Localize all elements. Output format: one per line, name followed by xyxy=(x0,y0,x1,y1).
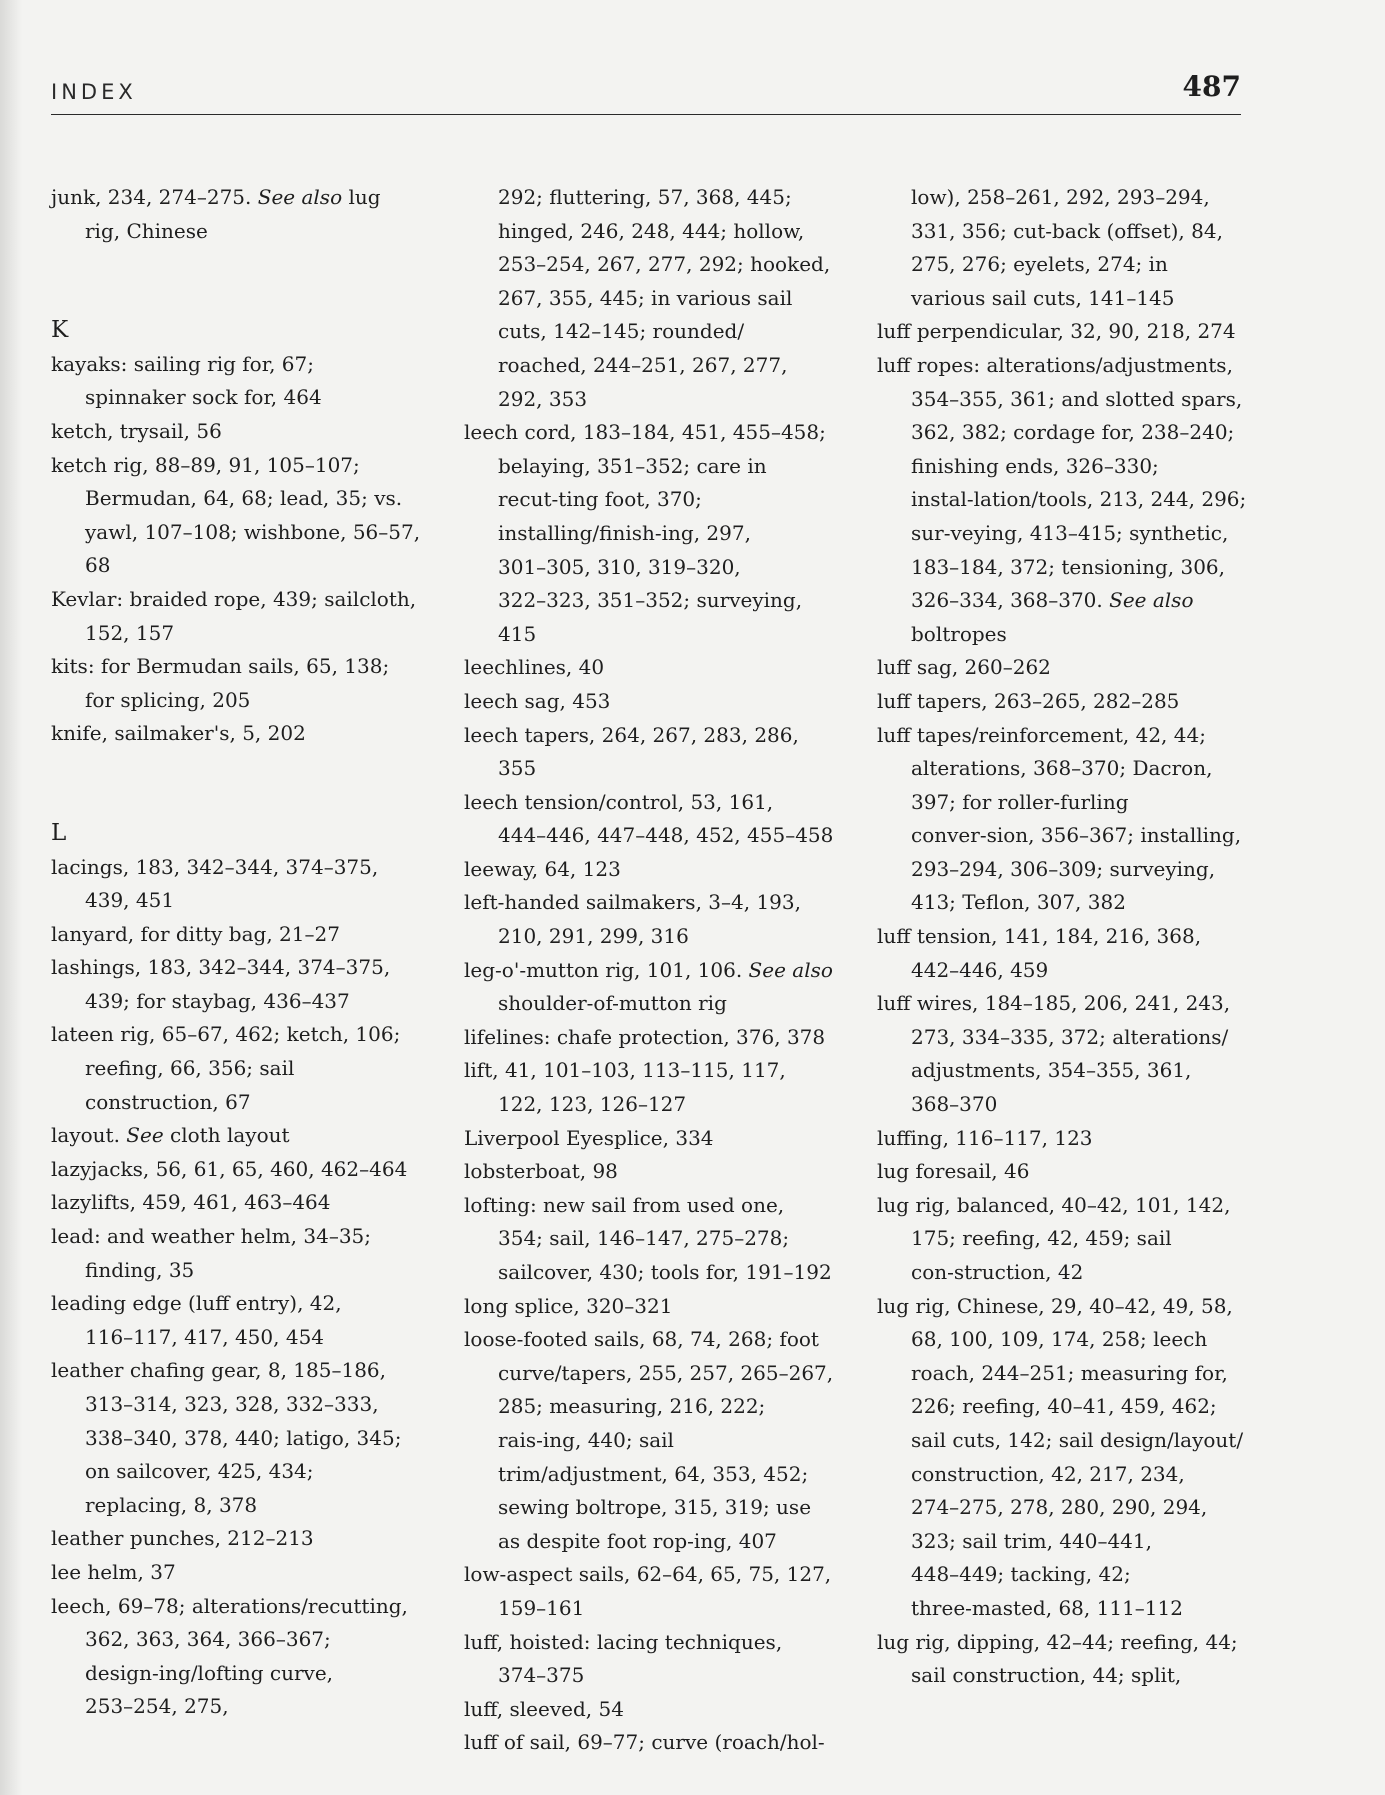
index-entry xyxy=(464,651,834,685)
entry-text: lazylifts, 459, 461, 463–464 xyxy=(51,1190,331,1215)
index-entry xyxy=(877,1122,1247,1156)
index-entry xyxy=(877,651,1247,685)
entry-text: lanyard, for ditty bag, 21–27 xyxy=(51,921,340,946)
index-entry xyxy=(51,1354,421,1522)
index-entry xyxy=(877,1155,1247,1189)
entry-text: luff sag, 260–262 xyxy=(877,655,1051,680)
entry-text: luff ropes: alterations/adjustments, 354–355, 361; and slotted spars, 362, 382; cordage for, 238–240; finishing ends, 326–330; instal-lation/tools, 213, 244, 296; sur-veying, 413–415; synthetic, 183–184, 372; tensioning, 306, 326–334, 368–370. xyxy=(877,352,1247,613)
section-letter: L xyxy=(51,819,67,846)
index-entry xyxy=(51,1186,421,1220)
index-entry xyxy=(464,1155,834,1189)
entry-text: loose-footed sails, 68, 74, 268; foot curve/tapers, 255, 257, 265–267, 285; measuring, 216, 222; rais-ing, 440; sail trim/adjustment, 64, 353, 452; sewing boltrope, 315, 319; use as despite foot rop-ing, 407 xyxy=(464,1327,834,1553)
cross-reference-target: lug rig, Chinese xyxy=(85,185,381,243)
index-entry xyxy=(464,719,834,786)
index-entry xyxy=(464,1290,834,1324)
index-entry xyxy=(877,987,1247,1121)
index-column-1 xyxy=(51,181,421,1724)
entry-text: 292; fluttering, 57, 368, 445; hinged, 246, 248, 444; hollow, 253–254, 267, 277, 292; hooked, 267, 355, 445; in various sail cuts, 142–145; rounded/ roached, 244–251, 267, 277, 292, 353 xyxy=(498,185,831,411)
index-entry xyxy=(51,1119,421,1153)
binding-shadow xyxy=(0,0,22,1795)
cross-reference: See also xyxy=(748,957,833,982)
entry-text: luff perpendicular, 32, 90, 218, 274 xyxy=(877,319,1236,344)
entry-text: lee helm, 37 xyxy=(51,1559,176,1584)
cross-reference-target: boltropes xyxy=(911,621,1007,646)
entry-text: lug rig, balanced, 40–42, 101, 142, 175; reefing, 42, 459; sail con-struction, 42 xyxy=(877,1192,1231,1284)
entry-text: layout. xyxy=(51,1123,127,1148)
entry-text: lift, 41, 101–103, 113–115, 117, 122, 123, 126–127 xyxy=(464,1058,786,1117)
cross-reference: See also xyxy=(1109,588,1194,613)
index-entry xyxy=(464,1693,834,1727)
entry-text: leech cord, 183–184, 451, 455–458; belaying, 351–352; care in recut-ting foot, 370; installing/finish-ing, 297, 301–305, 310, 319–320, 322–323, 351–352; surveying, 415 xyxy=(464,420,826,646)
index-entry xyxy=(464,1122,834,1156)
entry-text: lead: and weather helm, 34–35; finding, 35 xyxy=(51,1224,371,1282)
index-entry xyxy=(51,1522,421,1556)
index-entry xyxy=(51,1018,421,1119)
entry-text: leechlines, 40 xyxy=(464,655,605,680)
entry-text: leeway, 64, 123 xyxy=(464,856,621,881)
entry-text: luff tapers, 263–265, 282–285 xyxy=(877,688,1180,713)
entry-text: Liverpool Eyesplice, 334 xyxy=(464,1125,714,1150)
index-entry xyxy=(464,1558,834,1625)
entry-text: lateen rig, 65–67, 462; ketch, 106; reefing, 66, 356; sail construction, 67 xyxy=(51,1022,401,1114)
cross-reference-target: cloth layout xyxy=(163,1123,290,1148)
entry-text: low), 258–261, 292, 293–294, 331, 356; cut-back (offset), 84, 275, 276; eyelets, 274; in various sail cuts, 141–145 xyxy=(911,185,1223,310)
index-entry xyxy=(464,886,834,953)
entry-text: left-handed sailmakers, 3–4, 193, 210, 291, 299, 316 xyxy=(464,890,801,949)
index-entry-continued xyxy=(464,181,834,416)
entry-text: lazyjacks, 56, 61, 65, 460, 462–464 xyxy=(51,1156,408,1181)
entry-text: lofting: new sail from used one, 354; sail, 146–147, 275–278; sailcover, 430; tools for, 191–192 xyxy=(464,1192,832,1284)
running-title: INDEX xyxy=(51,80,137,104)
index-entry xyxy=(877,920,1247,987)
index-entry xyxy=(464,1726,834,1760)
index-entry xyxy=(877,315,1247,349)
entry-text: ketch, trysail, 56 xyxy=(51,418,222,443)
index-entry xyxy=(464,853,834,887)
cross-reference: See also xyxy=(257,185,343,209)
index-entry xyxy=(877,1290,1247,1626)
entry-text: luff of sail, 69–77; curve (roach/hol- xyxy=(464,1730,825,1755)
entry-text: leech tapers, 264, 267, 283, 286, 355 xyxy=(464,722,799,781)
section-letter: K xyxy=(51,317,69,344)
entry-text: leather punches, 212–213 xyxy=(51,1526,314,1551)
running-head xyxy=(51,70,1241,115)
index-entry xyxy=(464,685,834,719)
index-entry xyxy=(877,685,1247,719)
index-entry xyxy=(51,951,421,1018)
index-entry xyxy=(51,1556,421,1590)
index-entry xyxy=(51,415,421,449)
entry-text: leg-o'-mutton rig, 101, 106. xyxy=(464,957,749,982)
entry-text: kayaks: sailing rig for, 67; spinnaker sock for, 464 xyxy=(51,351,322,410)
entry-text: lashings, 183, 342–344, 374–375, 439; for staybag, 436–437 xyxy=(51,955,391,1013)
entry-text: leech sag, 453 xyxy=(464,688,611,713)
index-entry xyxy=(51,918,421,952)
index-entry xyxy=(464,954,834,1021)
entry-text: luff, hoisted: lacing techniques, 374–375 xyxy=(464,1629,783,1688)
entry-text: lug foresail, 46 xyxy=(877,1159,1030,1184)
entry-text: low-aspect sails, 62–64, 65, 75, 127, 159–161 xyxy=(464,1562,832,1620)
entry-text: lifelines: chafe protection, 376, 378 xyxy=(464,1024,826,1049)
index-entry-continued xyxy=(877,181,1247,315)
index-column-2 xyxy=(464,181,834,1760)
index-entry xyxy=(51,348,421,415)
entry-text: lacings, 183, 342–344, 374–375, 439, 451 xyxy=(51,854,379,913)
entry-text: ketch rig, 88–89, 91, 105–107; Bermudan, 64, 68; lead, 35; vs. yawl, 107–108; wishbone, 56–57, 68 xyxy=(51,452,421,578)
entry-text: long splice, 320–321 xyxy=(464,1293,673,1318)
entry-text: luff tension, 141, 184, 216, 368, 442–446, 459 xyxy=(877,924,1202,982)
index-entry xyxy=(51,851,421,918)
entry-text: lug rig, dipping, 42–44; reefing, 44; sail construction, 44; split, xyxy=(877,1629,1238,1688)
cross-reference-target: shoulder-of-mutton rig xyxy=(498,991,727,1016)
index-entry xyxy=(464,1021,834,1055)
index-entry xyxy=(51,449,421,583)
entry-text: luff, sleeved, 54 xyxy=(464,1696,624,1721)
entry-text: lobsterboat, 98 xyxy=(464,1159,618,1184)
entry-text: leather chafing gear, 8, 185–186, 313–314, 323, 328, 332–333, 338–340, 378, 440; latigo, 345; on sailcover, 425, 434; replacing, 8, 378 xyxy=(51,1358,402,1517)
index-entry xyxy=(51,717,421,751)
index-entry xyxy=(877,719,1247,921)
entry-text: leech tension/control, 53, 161, 444–446, 447–448, 452, 455–458 xyxy=(464,789,834,848)
index-column-3 xyxy=(877,181,1247,1693)
entry-text: leading edge (luff entry), 42, 116–117, 417, 450, 454 xyxy=(51,1291,342,1349)
index-entry xyxy=(51,650,421,717)
index-entry xyxy=(464,416,834,651)
entry-text: luff wires, 184–185, 206, 241, 243, 273, 334–335, 372; alterations/ adjustments, 354–355, 361, 368–370 xyxy=(877,991,1231,1117)
entry-text: leech, 69–78; alterations/recutting, 362, 363, 364, 366–367; design-ing/lofting curve, 253–254, 275, xyxy=(51,1593,408,1719)
entry-text: knife, sailmaker's, 5, 202 xyxy=(51,721,306,746)
index-entry xyxy=(464,1054,834,1121)
entry-text: junk, 234, 274–275. xyxy=(51,185,258,209)
entry-text: luffing, 116–117, 123 xyxy=(877,1125,1093,1150)
cross-reference: See xyxy=(126,1123,164,1148)
index-entry xyxy=(464,786,834,853)
index-entry xyxy=(51,583,421,650)
index-entry xyxy=(51,181,421,248)
index-entry xyxy=(464,1189,834,1290)
index-entry xyxy=(464,1323,834,1558)
index-entry xyxy=(877,349,1247,651)
index-entry xyxy=(51,1220,421,1287)
index-entry xyxy=(51,1590,421,1724)
index-entry xyxy=(51,1153,421,1187)
page-number: 487 xyxy=(1182,70,1241,103)
entry-text: luff tapes/reinforcement, 42, 44; alterations, 368–370; Dacron, 397; for roller-furling conver-sion, 356–367; installing, 293–294, 306–309; surveying, 413; Teflon, 307, 382 xyxy=(877,722,1242,915)
entry-text: kits: for Bermudan sails, 65, 138; for splicing, 205 xyxy=(51,654,390,712)
index-entry xyxy=(51,1287,421,1354)
entry-text: lug rig, Chinese, 29, 40–42, 49, 58, 68, 100, 109, 174, 258; leech roach, 244–251; measuring for, 226; reefing, 40–41, 459, 462; sail cuts, 142; sail design/layout/ construction, 42, 217, 234, 274–275, 278, 280, 290, 294, 323; sail trim, 440–441, 448–449; tacking, 42; three-masted, 68, 111–112 xyxy=(877,1293,1244,1620)
index-entry xyxy=(464,1626,834,1693)
index-entry xyxy=(877,1626,1247,1693)
entry-text: Kevlar: braided rope, 439; sailcloth, 152, 157 xyxy=(51,586,417,645)
index-entry xyxy=(877,1189,1247,1290)
